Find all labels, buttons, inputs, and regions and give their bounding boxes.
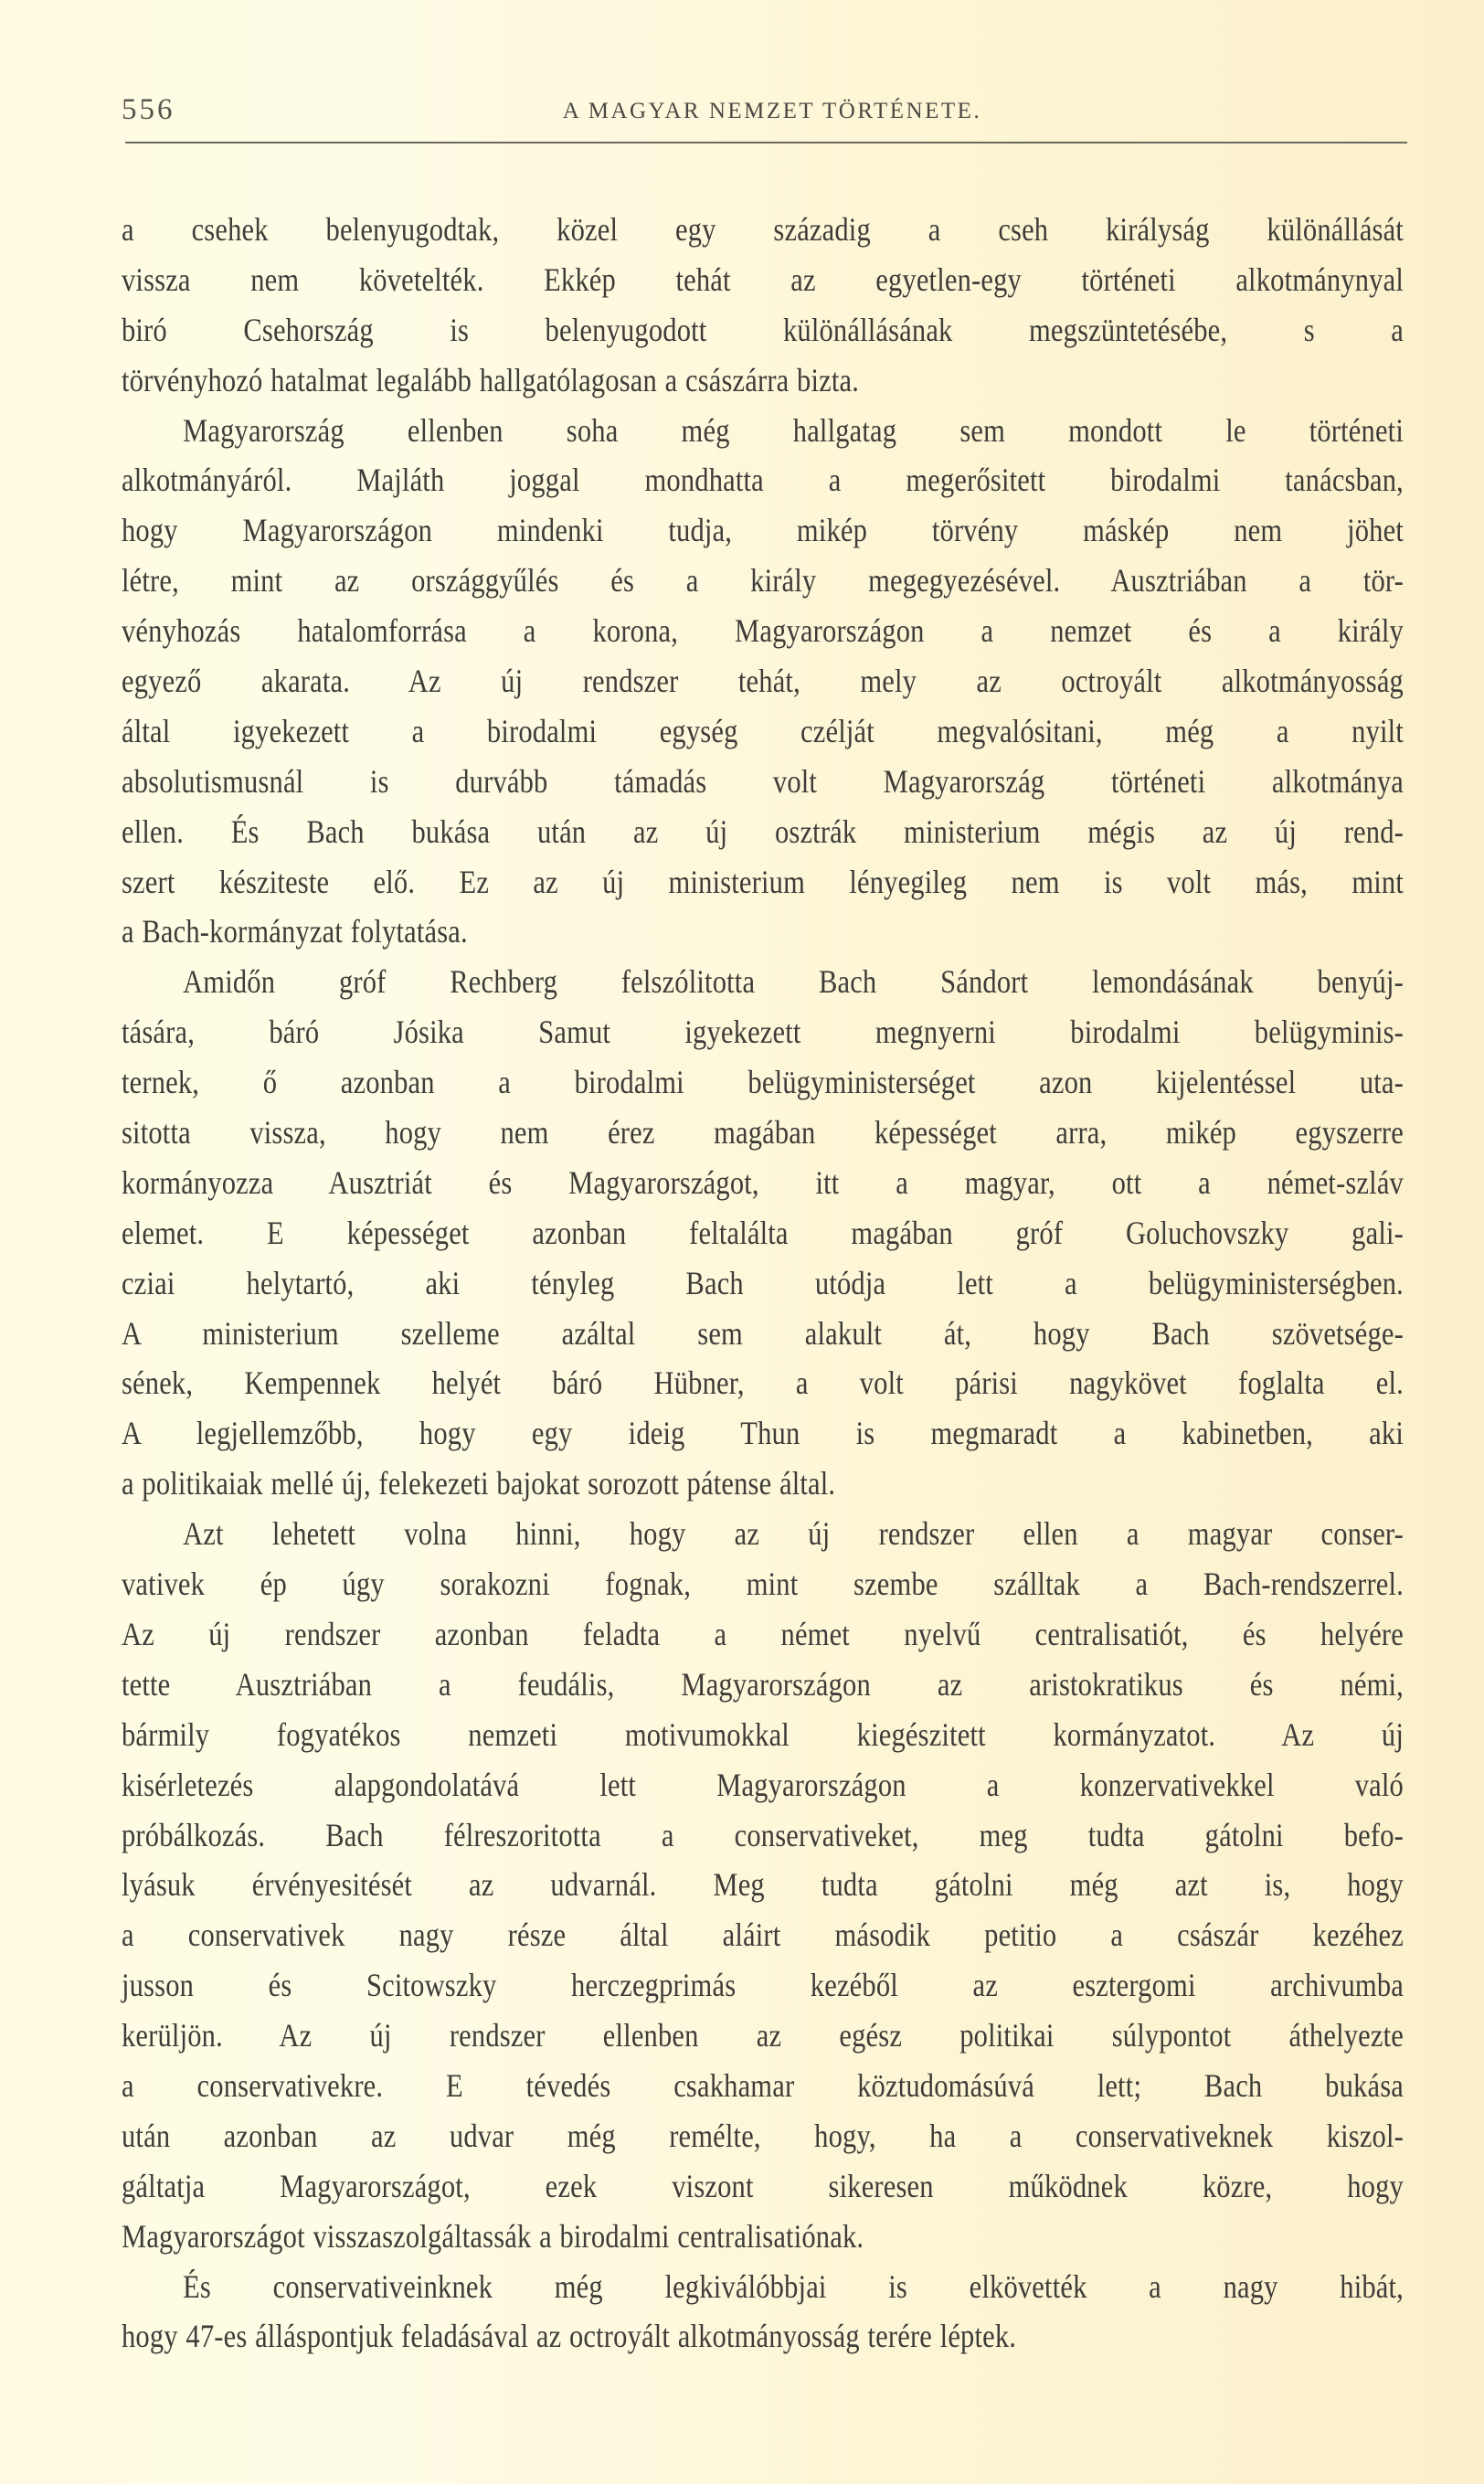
text-line: próbálkozás. Bach félreszoritotta a conservativeket, meg tudta gátolni befo- — [122, 1816, 1404, 1853]
text-line: egyező akarata. Az új rendszer tehát, mely az octroyált alkotmányosság — [122, 663, 1404, 700]
text-line: hogy 47-es álláspontjuk feladásával az octroyált alkotmányosság terére léptek. — [122, 2318, 1017, 2355]
page-number: 556 — [122, 93, 175, 126]
text-line: tette Ausztriában a feudális, Magyarországon az aristokratikus és némi, — [122, 1665, 1404, 1703]
text-line: kisérletezés alapgondolatává lett Magyarországon a konzervativekkel való — [122, 1766, 1404, 1803]
text-line: cziai helytartó, aki tényleg Bach utódja lett a belügyministerségben. — [122, 1264, 1404, 1301]
text-line: a conservativek nagy része által aláirt második petitio a császár kezéhez — [122, 1916, 1404, 1954]
text-line: kormányozza Ausztriát és Magyarországot, itt a magyar, ott a német-szláv — [122, 1163, 1404, 1201]
text-line: jusson és Scitowszky herczegprimás kezéből az esztergomi archivumba — [122, 1967, 1404, 2004]
text-line: alkotmányáról. Majláth joggal mondhatta a megerősitett birodalmi tanácsban, — [122, 462, 1404, 499]
text-line: elemet. E képességet azonban feltalálta magában gróf Goluchovszky gali- — [122, 1214, 1404, 1251]
text-line: Azt lehetett volna hinni, hogy az új rendszer ellen a magyar conser- — [183, 1515, 1404, 1553]
paragraph — [122, 205, 1404, 406]
text-line: vissza nem követelték. Ekkép tehát az egyetlen-egy történeti alkotmánynyal — [122, 260, 1404, 298]
paragraph — [122, 957, 1404, 1509]
text-line: absolutismusnál is durvább támadás volt Magyarország történeti alkotmánya — [122, 762, 1404, 800]
text-line: Az új rendszer azonban feladta a német nyelvű centralisatiót, és helyére — [122, 1615, 1404, 1652]
text-line: tására, báró Jósika Samut igyekezett megnyerni birodalmi belügyminis- — [122, 1014, 1404, 1051]
running-head — [122, 93, 1404, 135]
text-line: kerüljön. Az új rendszer ellenben az egész politikai súlypontot áthelyezte — [122, 2017, 1404, 2054]
text-line: a conservativekre. E tévedés csakhamar köztudomásúvá lett; Bach bukása — [122, 2066, 1404, 2104]
text-line: sének, Kempennek helyét báró Hübner, a volt párisi nagykövet foglalta el. — [122, 1364, 1404, 1402]
paragraph — [122, 2262, 1404, 2362]
text-line: Magyarországot visszaszolgáltassák a birodalmi centralisatiónak. — [122, 2217, 864, 2255]
text-line: vényhozás hatalomforrása a korona, Magyarországon a nemzet és a király — [122, 612, 1404, 650]
header-rule — [125, 142, 1407, 143]
text-line: A ministerium szelleme azáltal sem alakult át, hogy Bach szövetsége- — [122, 1314, 1404, 1352]
text-line: biró Csehország is belenyugodott különállásának megszüntetésébe, s a — [122, 311, 1404, 348]
body-text — [122, 205, 1404, 2362]
text-line: Amidőn gróf Rechberg felszólitotta Bach Sándort lemondásának benyúj- — [183, 963, 1404, 1001]
text-line: vativek ép úgy sorakozni fognak, mint szembe szálltak a Bach-rendszerrel. — [122, 1566, 1404, 1603]
text-line: a politikaiak mellé új, felekezeti bajokat sorozott pátense által. — [122, 1465, 836, 1502]
text-line: ellen. És Bach bukása után az új osztrák ministerium mégis az új rend- — [122, 812, 1404, 850]
text-line: sitotta vissza, hogy nem érez magában képességet arra, mikép egyszerre — [122, 1114, 1404, 1152]
text-line: Magyarország ellenben soha még hallgatag sem mondott le történeti — [183, 411, 1404, 449]
text-line: ternek, ő azonban a birodalmi belügyministerséget azon kijelentéssel uta- — [122, 1064, 1404, 1101]
text-line: És conservativeinknek még legkiválóbbjai is elkövették a nagy hibát, — [183, 2267, 1404, 2305]
text-line: által igyekezett a birodalmi egység czélját megvalósitani, még a nyilt — [122, 712, 1404, 749]
running-title: A MAGYAR NEMZET TÖRTÉNETE. — [562, 99, 982, 123]
text-line: bármily fogyatékos nemzeti motivumokkal kiegészitett kormányzatot. Az új — [122, 1715, 1404, 1753]
text-line: A legjellemzőbb, hogy egy ideig Thun is megmaradt a kabinetben, aki — [122, 1415, 1404, 1452]
paragraph — [122, 406, 1404, 958]
text-line: hogy Magyarországon mindenki tudja, mikép törvény máskép nem jöhet — [122, 512, 1404, 549]
text-line: a Bach-kormányzat folytatása. — [122, 913, 468, 950]
text-line: létre, mint az országgyűlés és a király megegyezésével. Ausztriában a tör- — [122, 562, 1404, 600]
text-line: után azonban az udvar még remélte, hogy, ha a conservativeknek kiszol- — [122, 2117, 1404, 2154]
paragraph — [122, 1509, 1404, 2261]
text-line: gáltatja Magyarországot, ezek viszont sikeresen működnek közre, hogy — [122, 2167, 1404, 2204]
text-line: a csehek belenyugodtak, közel egy századig a cseh királyság különállását — [122, 211, 1404, 248]
text-line: törvényhozó hatalmat legalább hallgatólagosan a császárra bizta. — [122, 361, 860, 398]
text-line: lyásuk érvényesitését az udvarnál. Meg tudta gátolni még azt is, hogy — [122, 1866, 1404, 1904]
text-line: szert késziteste elő. Ez az új ministerium lényegileg nem is volt más, mint — [122, 863, 1404, 900]
